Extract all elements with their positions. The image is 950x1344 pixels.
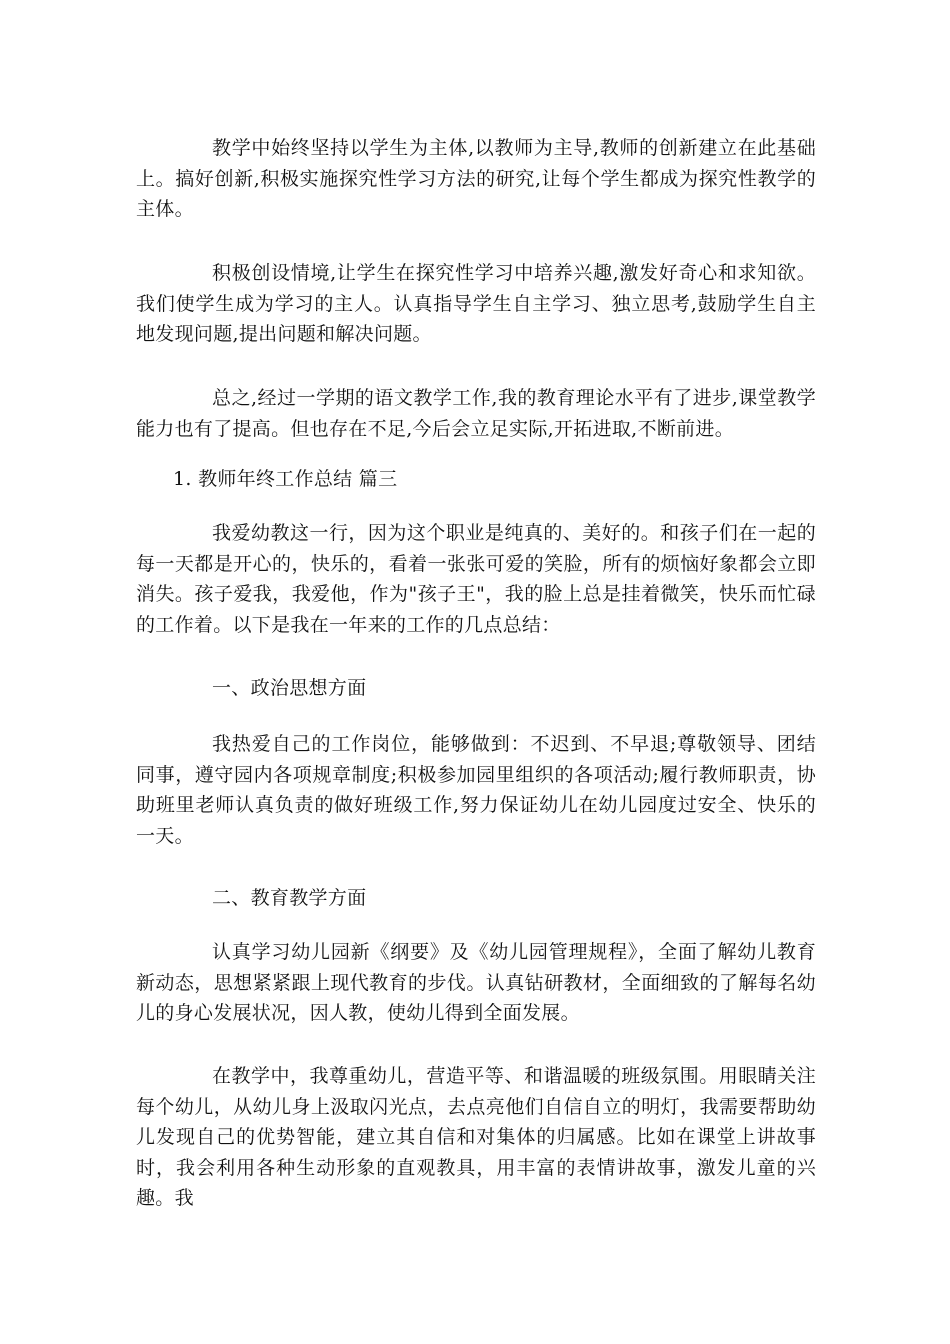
paragraph-student-subject: 教学中始终坚持以学生为主体,以教师为主导,教师的创新建立在此基础上。搞好创新,积极实施探究性学习方法的研究,让每个学生都成为探究性教学的主体。 — [136, 137, 816, 220]
heading-politics: 一、政治思想方面 — [212, 677, 367, 699]
section-title: 1. 教师年终工作总结 篇三 — [173, 468, 398, 490]
paragraph-summary: 总之,经过一学期的语文教学工作,我的教育理论水平有了进步,课堂教学能力也有了提高。但也存在不足,今后会立足实际,开拓进取,不断前进。 — [136, 387, 816, 440]
paragraph-teaching: 在教学中，我尊重幼儿，营造平等、和谐温暖的班级氛围。用眼睛关注每个幼儿，从幼儿身上汲取闪光点，去点亮他们自信自立的明灯，我需要帮助幼儿发现自己的优势智能，建立其自信和对集体的归属感。比如在课堂上讲故事时，我会利用各种生动形象的直观教具，用丰富的表情讲故事，激发儿童的兴趣。我 — [136, 1065, 816, 1209]
paragraph-intro: 我爱幼教这一行，因为这个职业是纯真的、美好的。和孩子们在一起的每一天都是开心的，快乐的，看着一张张可爱的笑脸，所有的烦恼好象都会立即消失。孩子爱我，我爱他，作为"孩子王"，我的脸上总是挂着微笑，快乐而忙碌的工作着。以下是我在一年来的工作的几点总结： — [136, 522, 816, 636]
paragraph-politics: 我热爱自己的工作岗位，能够做到：不迟到、不早退;尊敬领导、团结同事，遵守园内各项规章制度;积极参加园里组织的各项活动;履行教师职责，协助班里老师认真负责的做好班级工作,努力保证幼儿在幼儿园度过安全、快乐的一天。 — [136, 733, 816, 847]
paragraph-study: 认真学习幼儿园新《纲要》及《幼儿园管理规程》，全面了解幼儿教育新动态，思想紧紧跟上现代教育的步伐。认真钻研教材，全面细致的了解每名幼儿的身心发展状况，因人教，使幼儿得到全面发展。 — [136, 941, 816, 1024]
paragraph-inquiry-learning: 积极创设情境,让学生在探究性学习中培养兴趣,激发好奇心和求知欲。我们使学生成为学习的主人。认真指导学生自主学习、独立思考,鼓励学生自主地发现问题,提出问题和解决问题。 — [136, 262, 816, 345]
heading-teaching: 二、教育教学方面 — [212, 887, 367, 909]
